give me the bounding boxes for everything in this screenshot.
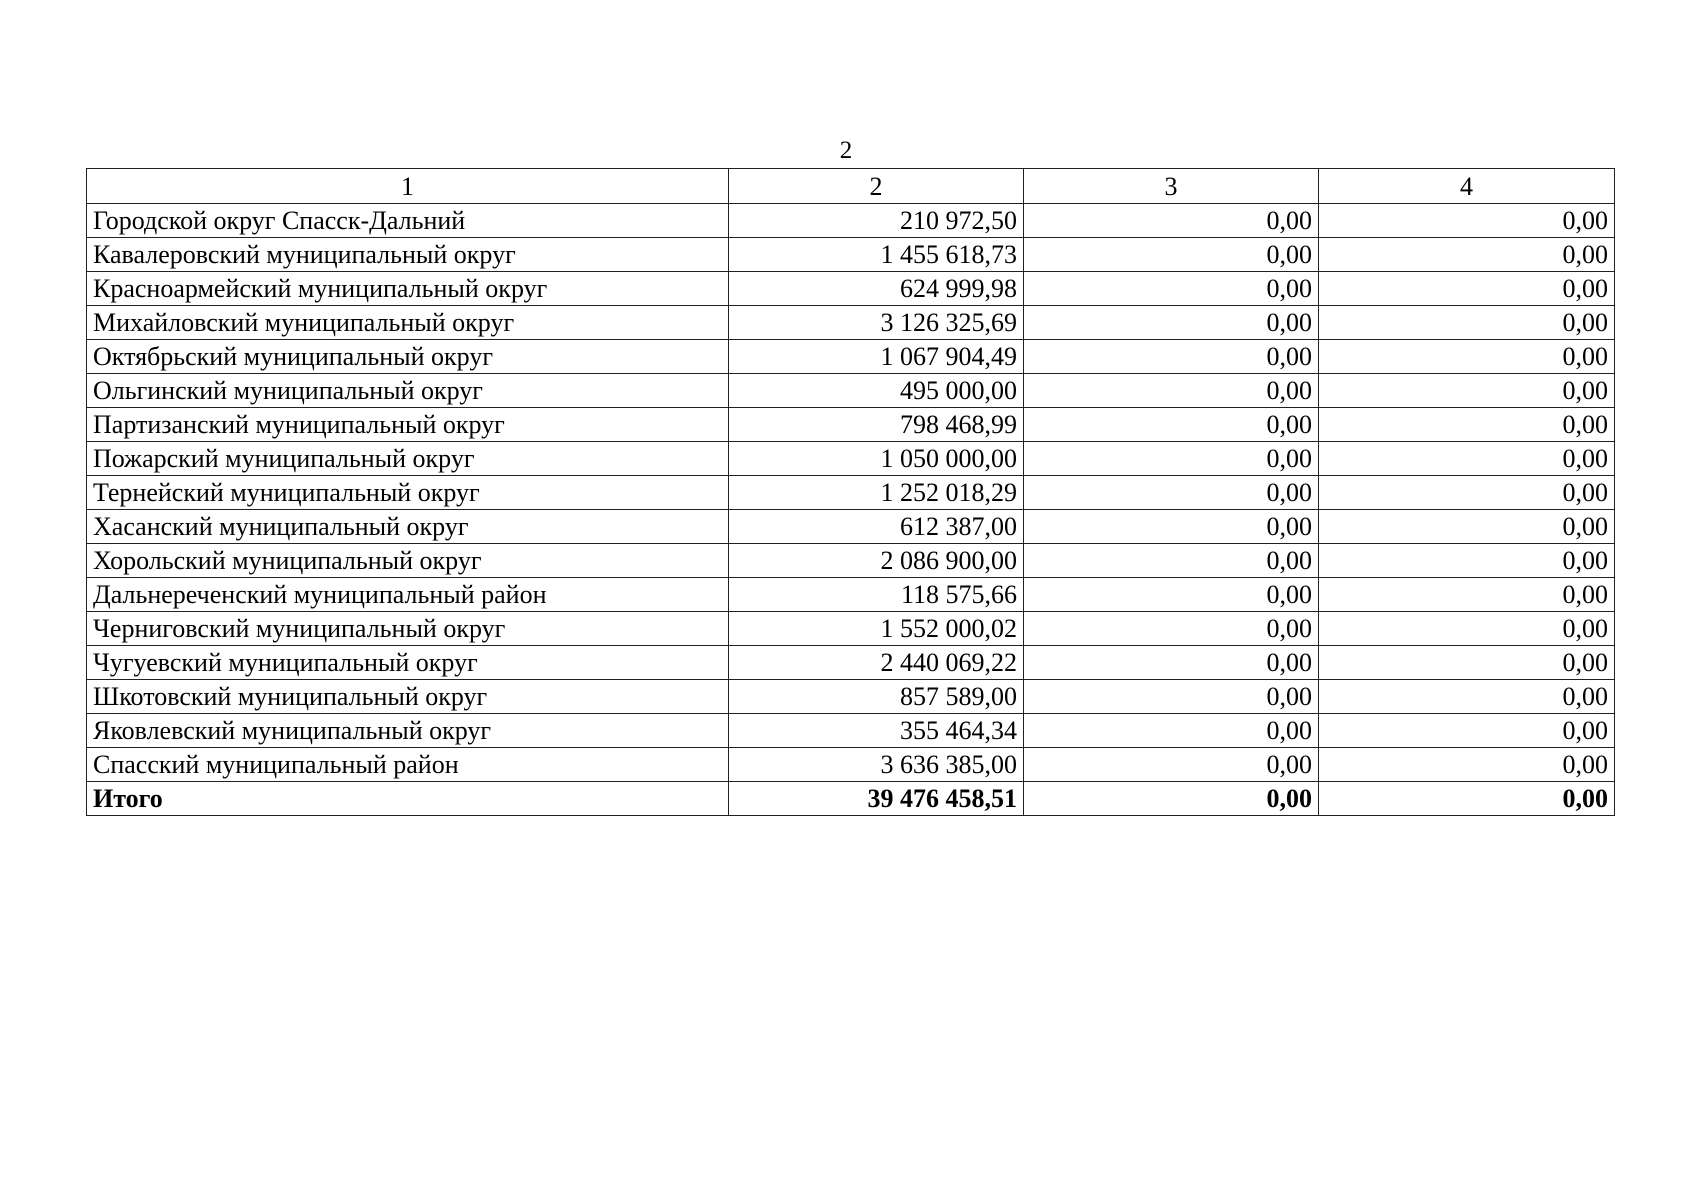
table-row — [87, 646, 1615, 680]
row-column-2: 495 000,00 — [729, 374, 1024, 408]
column-header-4: 4 — [1319, 169, 1615, 204]
row-column-4: 0,00 — [1319, 204, 1615, 238]
table-header-row — [87, 169, 1615, 204]
row-column-3: 0,00 — [1024, 408, 1319, 442]
row-name: Черниговский муниципальный округ — [87, 612, 729, 646]
row-column-2: 3 636 385,00 — [729, 748, 1024, 782]
row-column-2: 798 468,99 — [729, 408, 1024, 442]
total-column-3: 0,00 — [1024, 782, 1319, 816]
row-name: Кавалеровский муниципальный округ — [87, 238, 729, 272]
row-name: Ольгинский муниципальный округ — [87, 374, 729, 408]
row-name: Партизанский муниципальный округ — [87, 408, 729, 442]
row-column-4: 0,00 — [1319, 748, 1615, 782]
table-row — [87, 374, 1615, 408]
row-name: Дальнереченский муниципальный район — [87, 578, 729, 612]
row-column-2: 1 455 618,73 — [729, 238, 1024, 272]
row-column-3: 0,00 — [1024, 476, 1319, 510]
column-header-2: 2 — [729, 169, 1024, 204]
row-name: Тернейский муниципальный округ — [87, 476, 729, 510]
row-column-4: 0,00 — [1319, 510, 1615, 544]
row-column-3: 0,00 — [1024, 612, 1319, 646]
table-row — [87, 408, 1615, 442]
row-name: Спасский муниципальный район — [87, 748, 729, 782]
row-column-4: 0,00 — [1319, 306, 1615, 340]
row-column-4: 0,00 — [1319, 714, 1615, 748]
row-column-2: 355 464,34 — [729, 714, 1024, 748]
total-column-2: 39 476 458,51 — [729, 782, 1024, 816]
row-column-4: 0,00 — [1319, 238, 1615, 272]
total-column-4: 0,00 — [1319, 782, 1615, 816]
row-column-3: 0,00 — [1024, 510, 1319, 544]
row-column-3: 0,00 — [1024, 748, 1319, 782]
row-column-3: 0,00 — [1024, 442, 1319, 476]
row-name: Хасанский муниципальный округ — [87, 510, 729, 544]
row-column-2: 1 067 904,49 — [729, 340, 1024, 374]
table-row — [87, 238, 1615, 272]
table-body — [87, 204, 1615, 816]
row-column-2: 1 050 000,00 — [729, 442, 1024, 476]
table-row — [87, 476, 1615, 510]
row-column-2: 857 589,00 — [729, 680, 1024, 714]
row-column-3: 0,00 — [1024, 204, 1319, 238]
row-name: Шкотовский муниципальный округ — [87, 680, 729, 714]
row-column-4: 0,00 — [1319, 476, 1615, 510]
row-column-2: 2 086 900,00 — [729, 544, 1024, 578]
row-name: Михайловский муниципальный округ — [87, 306, 729, 340]
row-column-2: 1 252 018,29 — [729, 476, 1024, 510]
row-column-3: 0,00 — [1024, 306, 1319, 340]
row-column-3: 0,00 — [1024, 646, 1319, 680]
table-row — [87, 204, 1615, 238]
table-row — [87, 340, 1615, 374]
row-name: Яковлевский муниципальный округ — [87, 714, 729, 748]
row-column-2: 3 126 325,69 — [729, 306, 1024, 340]
row-column-2: 210 972,50 — [729, 204, 1024, 238]
row-name: Октябрьский муниципальный округ — [87, 340, 729, 374]
row-column-4: 0,00 — [1319, 408, 1615, 442]
row-column-4: 0,00 — [1319, 612, 1615, 646]
row-column-3: 0,00 — [1024, 340, 1319, 374]
table-row — [87, 748, 1615, 782]
row-column-3: 0,00 — [1024, 578, 1319, 612]
total-label: Итого — [87, 782, 729, 816]
row-column-2: 2 440 069,22 — [729, 646, 1024, 680]
row-column-4: 0,00 — [1319, 442, 1615, 476]
column-header-3: 3 — [1024, 169, 1319, 204]
row-column-4: 0,00 — [1319, 578, 1615, 612]
row-column-2: 1 552 000,02 — [729, 612, 1024, 646]
row-column-2: 118 575,66 — [729, 578, 1024, 612]
row-column-4: 0,00 — [1319, 544, 1615, 578]
row-column-4: 0,00 — [1319, 340, 1615, 374]
row-column-4: 0,00 — [1319, 272, 1615, 306]
table-row — [87, 544, 1615, 578]
table-row — [87, 272, 1615, 306]
page-number: 2 — [839, 137, 853, 164]
row-name: Красноармейский муниципальный округ — [87, 272, 729, 306]
row-column-3: 0,00 — [1024, 680, 1319, 714]
table-row — [87, 578, 1615, 612]
column-header-1: 1 — [87, 169, 729, 204]
row-column-2: 624 999,98 — [729, 272, 1024, 306]
row-column-3: 0,00 — [1024, 714, 1319, 748]
row-name: Чугуевский муниципальный округ — [87, 646, 729, 680]
row-name: Хорольский муниципальный округ — [87, 544, 729, 578]
row-column-3: 0,00 — [1024, 374, 1319, 408]
table-row — [87, 714, 1615, 748]
row-column-3: 0,00 — [1024, 272, 1319, 306]
table-row — [87, 680, 1615, 714]
row-column-3: 0,00 — [1024, 544, 1319, 578]
budget-table — [86, 168, 1615, 816]
row-name: Городской округ Спасск-Дальний — [87, 204, 729, 238]
row-column-4: 0,00 — [1319, 680, 1615, 714]
row-column-4: 0,00 — [1319, 646, 1615, 680]
table-row — [87, 306, 1615, 340]
row-column-2: 612 387,00 — [729, 510, 1024, 544]
table-total-row — [87, 782, 1615, 816]
row-name: Пожарский муниципальный округ — [87, 442, 729, 476]
table-row — [87, 510, 1615, 544]
row-column-3: 0,00 — [1024, 238, 1319, 272]
table-row — [87, 612, 1615, 646]
table-row — [87, 442, 1615, 476]
row-column-4: 0,00 — [1319, 374, 1615, 408]
